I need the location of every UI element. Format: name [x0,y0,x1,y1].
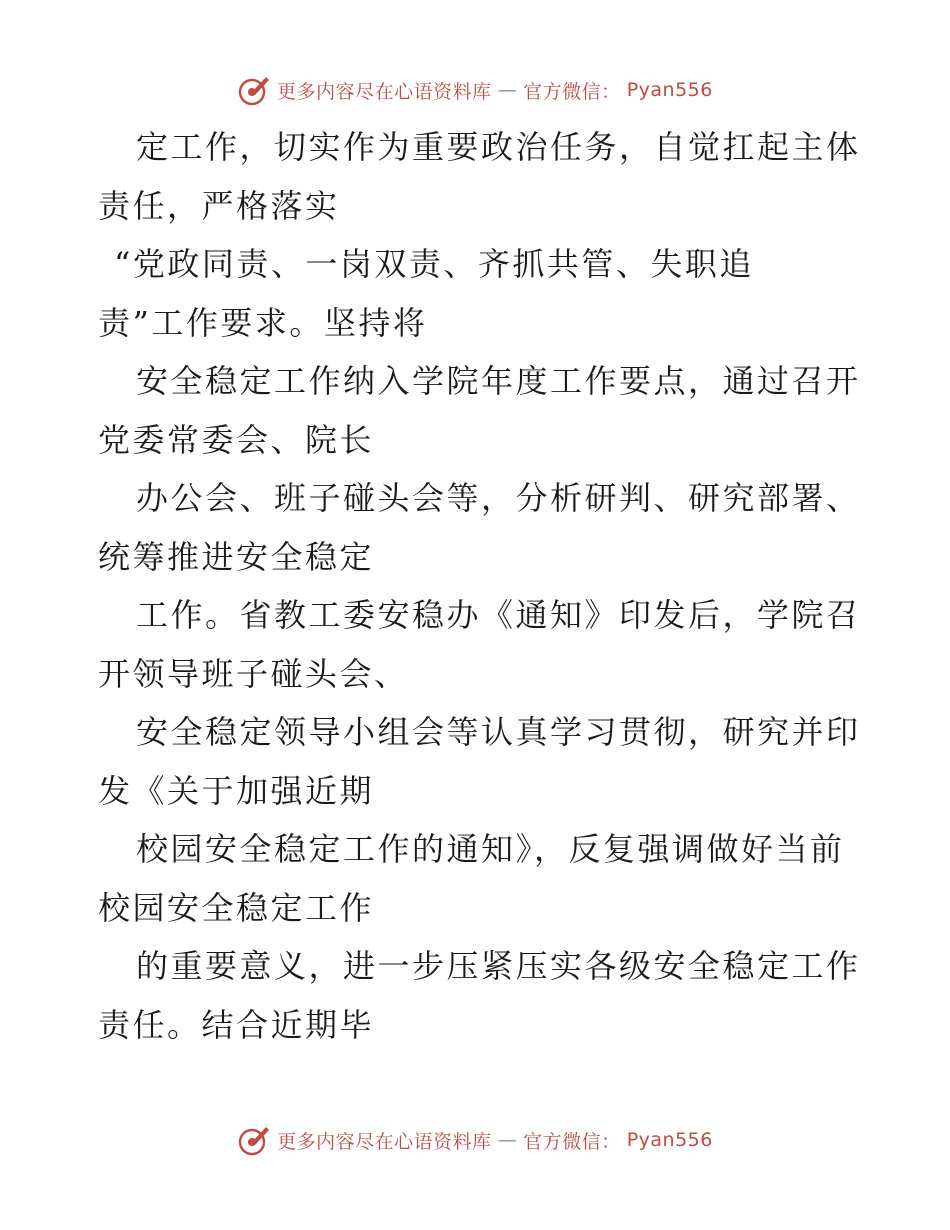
text-line: 责任，严格落实 [98,186,340,225]
watermark-separator: — [497,79,518,101]
text-line: 党委常委会、院长 [98,420,375,459]
pen-circle-logo-icon [237,73,271,107]
text-line: 发《关于加强近期 [98,771,375,810]
pen-circle-logo-icon [237,1123,271,1157]
text-line: 校园安全稳定工作 [98,888,375,927]
document-body [98,118,868,1054]
text-line: 开领导班子碰头会、 [98,654,409,693]
watermark-separator: — [497,1129,518,1151]
watermark-text: 更多内容尽在心语资料库 [277,80,492,103]
watermark-wechat-id: Pyan556 [626,79,713,101]
footer-watermark [0,1120,950,1160]
text-line: 定工作，切实作为重要政治任务，自觉扛起主体 [136,128,861,166]
watermark-wechat-label: 官方微信： [523,1130,621,1153]
watermark-text: 更多内容尽在心语资料库 [277,1130,492,1153]
text-line: 安全稳定领导小组会等认真学习贯彻，研究并印 [136,713,861,751]
header-watermark [0,70,950,110]
text-line: 安全稳定工作纳入学院年度工作要点，通过召开 [136,362,861,400]
text-line: 办公会、班子碰头会等，分析研判、研究部署、 [136,479,861,517]
text-line: 统筹推进安全稳定 [98,537,375,576]
text-line: “党政同责、一岗双责、齐抓共管、失职追 [114,245,754,283]
text-line: 的重要意义，进一步压紧压实各级安全稳定工作 [136,947,861,985]
text-line: 责任。结合近期毕 [98,1005,375,1044]
text-line: 责”工作要求。坚持将 [98,303,428,342]
watermark-wechat-label: 官方微信： [523,80,621,103]
text-line: 工作。省教工委安稳办《通知》印发后，学院召 [136,596,861,634]
watermark-wechat-id: Pyan556 [626,1129,713,1151]
text-line: 校园安全稳定工作的通知》，反复强调做好当前 [136,830,845,868]
